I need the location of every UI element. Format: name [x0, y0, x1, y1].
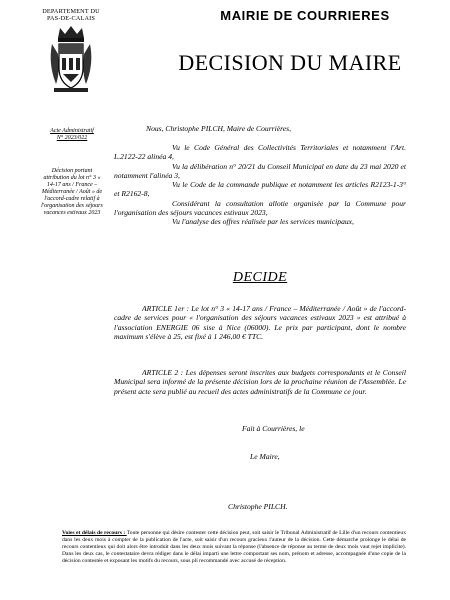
acte-number: N° 2023/022 [56, 135, 88, 141]
visa-item: Vu l'analyse des offres réalisée par les services municipaux, [172, 217, 354, 227]
visa-item: Considérant la consultation allotie organisée par la Commune pour l'organisation des séjours vacances estivaux 2023, [114, 198, 406, 218]
acte-label: Acte Administratif [50, 128, 94, 134]
department-label: DEPARTEMENT DU PAS-DE-CALAIS [42, 8, 100, 22]
place-date-line: Fait à Courrières, le [242, 424, 305, 433]
article-2: ARTICLE 2 : Les dépenses seront inscrites aux budgets correspondants et le Conseil Municipal sera informé de la présente décision lors de la prochaine réunion de l'Assemblée. Le présent acte sera publié au recueil des actes administratifs de la Commune ce jour. [114, 368, 406, 396]
visa-item: Vu la délibération n° 20/21 du Conseil Municipal en date du 23 mai 2020 et notamment l'alinéa 3, [114, 161, 406, 180]
appeal-notice [62, 530, 406, 565]
mayor-title: Le Maire, [250, 452, 280, 461]
decide-heading: DECIDE [232, 270, 288, 285]
visa-item: Vu le Code de la commande publique et notamment les articles R2123-1-3° et R2162-8, [114, 180, 406, 199]
decision-subject: Décision portant attribution du lot n° 3 « 14-17 ans / France – Méditerranée / Août » de l'accord-cadre relatif à l'organisation des séjours vacances estivaux 2023 [41, 168, 103, 216]
coat-of-arms-icon [48, 24, 94, 94]
intro-line: Nous, Christophe PILCH, Maire de Courrières, [146, 124, 291, 133]
appeal-notice-text: Toute personne qui désire contester cette décision peut, soit saisir le Tribunal Administratif de Lille d'un recours contentieux dans les deux mois à compter de la publication de l'acte, soit saisir d'un recours gracieux l'auteur de la décision. Cette démarche prolonge le délai de recours contentieux qui doit alors être introduit dans les deux mois suivant la réponse (l'absence de réponse au terme de deux mois vaut rejet implicite). Dans les deux cas, le contestataire devra rédiger dans le délai imparti une lettre comportant ses nom, prénom et adresse, accompagnée d'une copie de la décision contestée et exposant les motifs du recours, sous pli recommandé avec accusé de réception. [62, 530, 407, 564]
appeal-notice-lead: Voies et délais de recours : [62, 530, 127, 536]
article-1: ARTICLE 1er : Le lot n° 3 « 14-17 ans / France – Méditerranée / Août » de l'accord-cadre de services pour « l'organisation des séjours vacances estivaux 2023 » est attribué à l'association ENERGIE 06 sise à Nice (06000). Le prix par participant, dont le nombre maximum s'élève à 25, est fixé à 1 246,00 € TTC. [114, 304, 406, 341]
mairie-heading: MAIRIE DE COURRIERES [220, 8, 390, 23]
acte-block [44, 128, 100, 142]
visas-block [114, 143, 406, 227]
visa-item: Vu le Code Général des Collectivités Territoriales et notamment l'Art. L.2122-22 alinéa 4, [114, 143, 406, 162]
page-title: DECISION DU MAIRE [178, 50, 402, 75]
signature-name: Christophe PILCH. [228, 502, 288, 511]
